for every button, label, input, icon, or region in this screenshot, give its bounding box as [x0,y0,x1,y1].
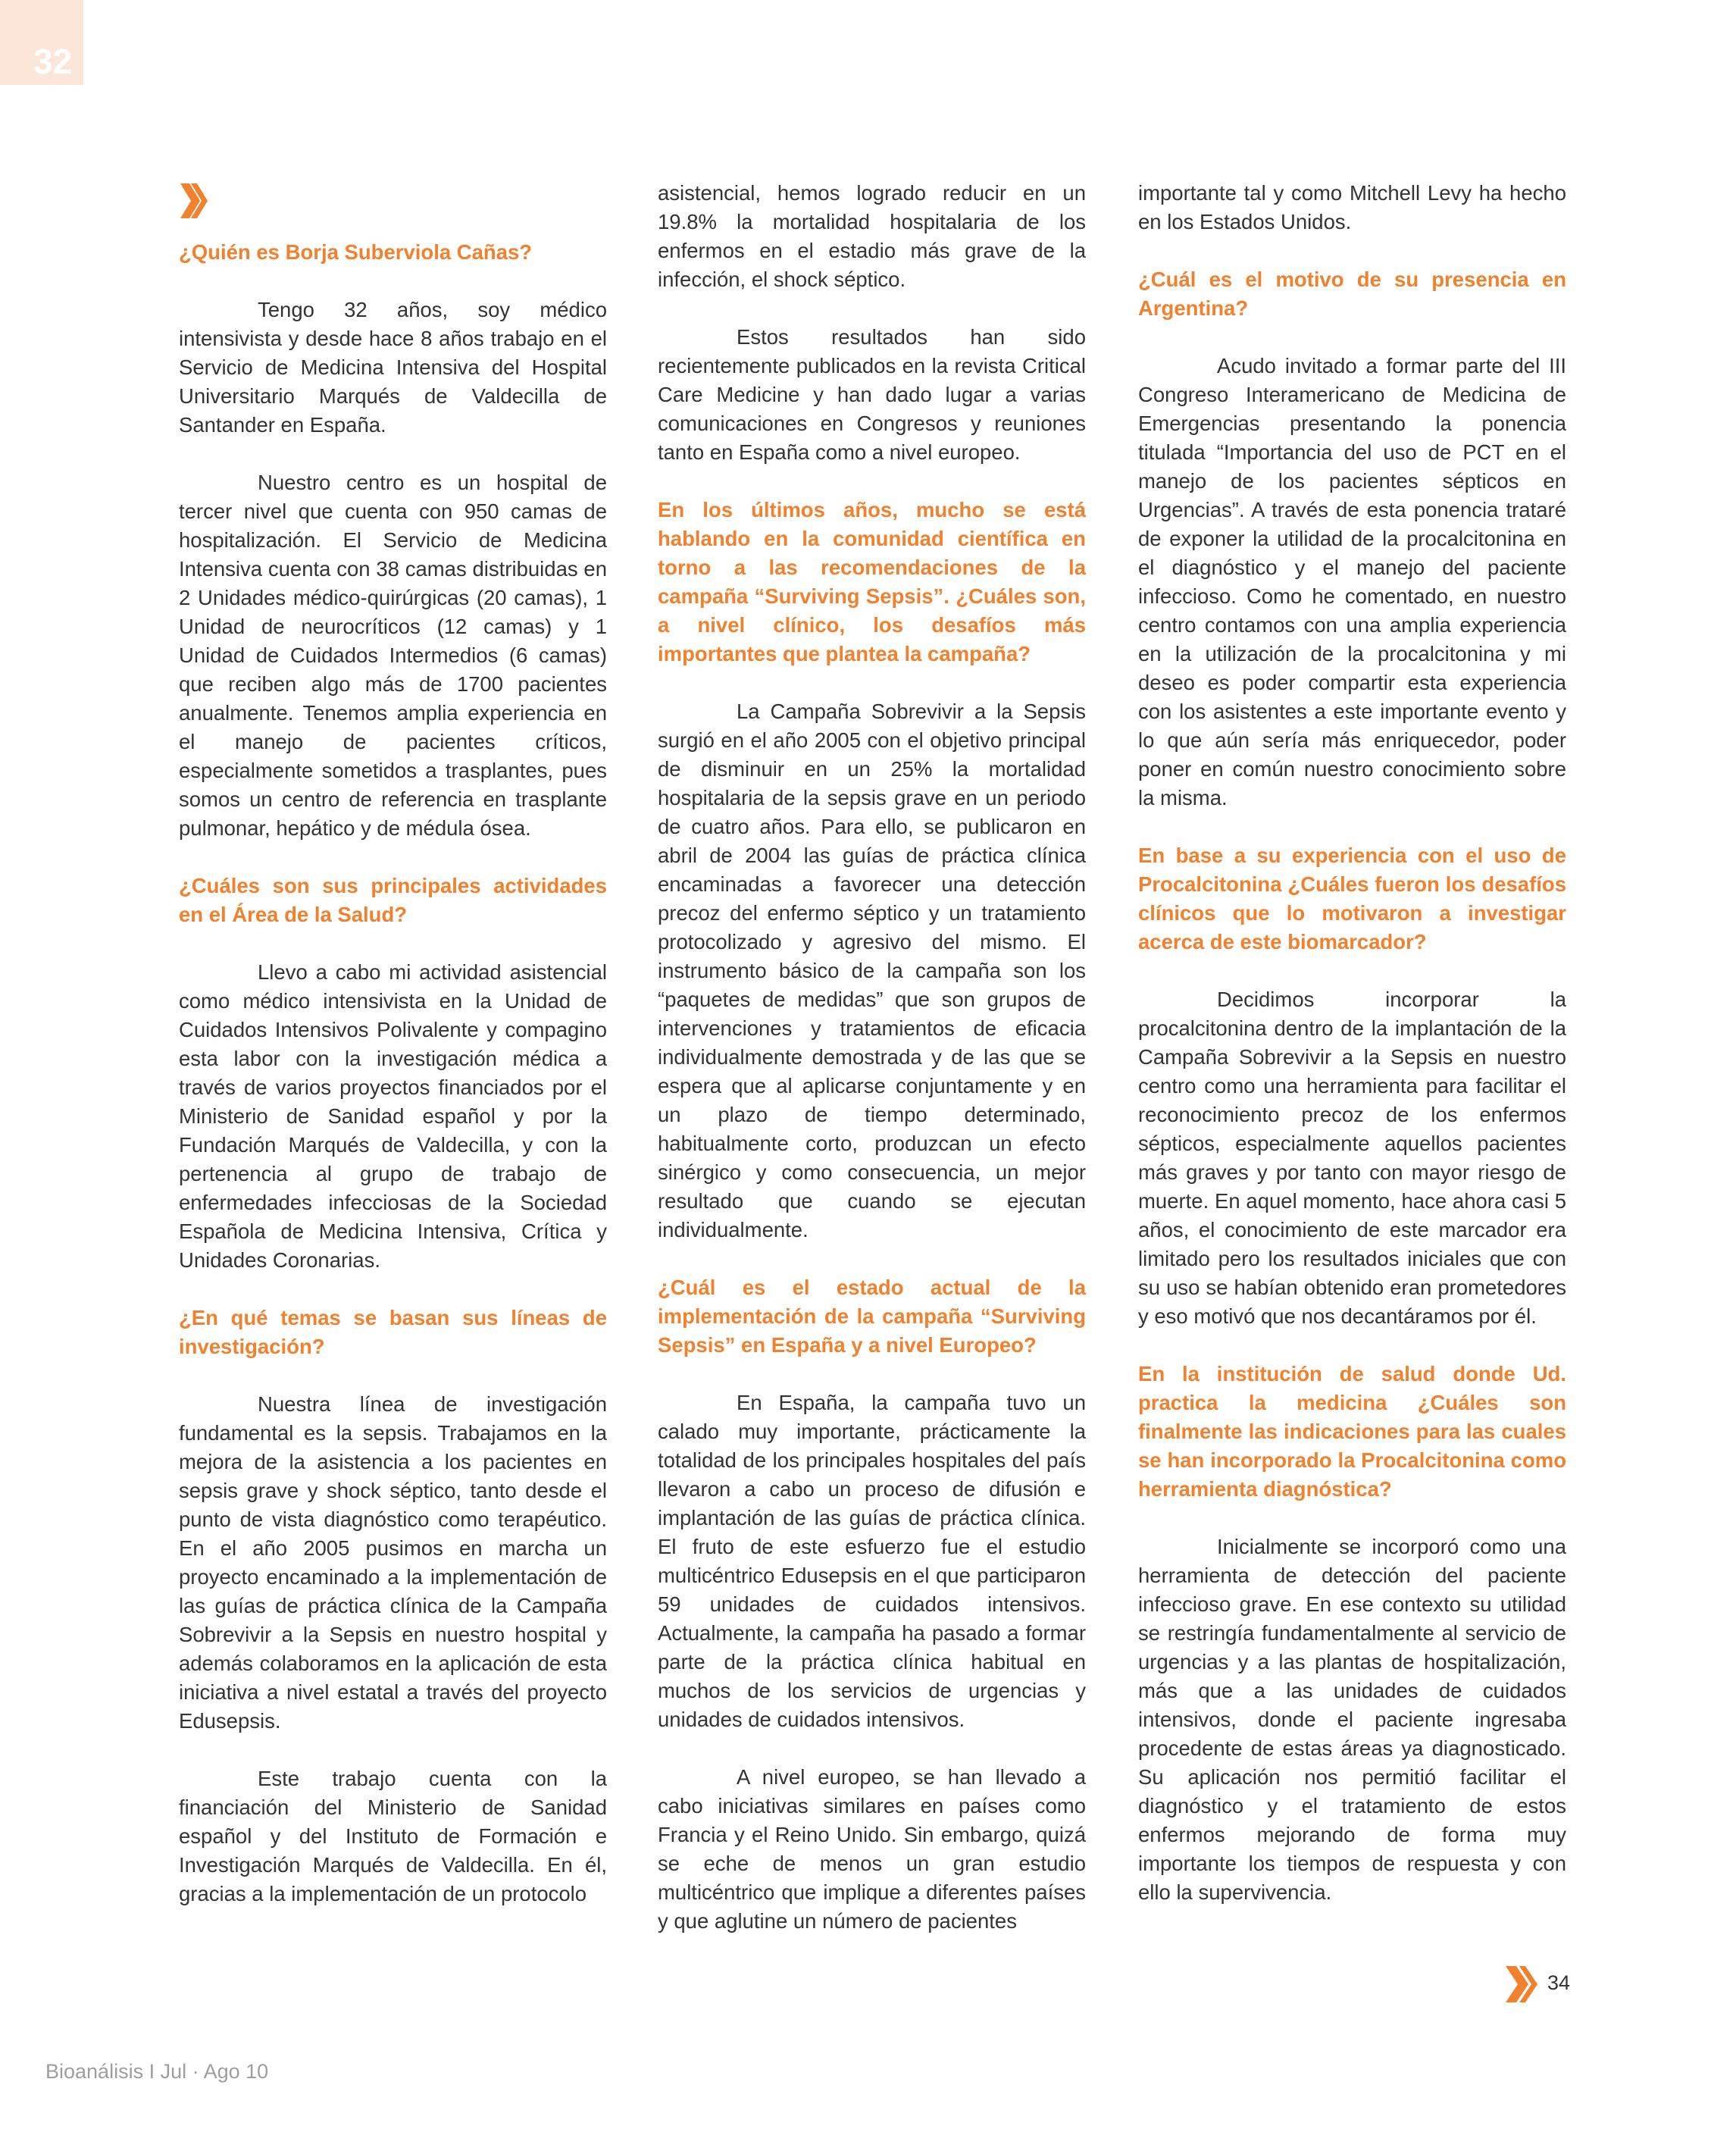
paragraph: Tengo 32 años, soy médico intensivista y desde hace 8 años trabajo en el Servicio de Medicina Intensiva del Hospital Universitario Marqués de Valdecilla de Santander en España. [179,298,607,437]
column-2 [658,179,1086,1965]
paragraph: La Campaña Sobrevivir a la Sepsis surgió en el año 2005 con el objetivo principal de disminuir en un 25% la mortalidad hospitalaria de la sepsis grave en un periodo de cuatro años. Para ello, se publicaron en abril de 2004 las guías de práctica clínica encaminadas a favorecer una detección precoz del enfermo séptico y un tratamiento protocolizado y agresivo del mismo. El instrumento básico de la campaña son los “paquetes de medidas” que son grupos de intervenciones y tratamientos de eficacia individualmente demostrada y de las que se espera que al aplicarse conjuntamente y en un plazo de tiempo determinado, habitualmente corto, produzcan un efecto sinérgico y como consecuencia, un mejor resultado que cuando se ejecutan individualmente. [658,700,1086,1241]
double-chevron-icon [1504,1965,1544,2004]
question-heading: En la institución de salud donde Ud. practica la medicina ¿Cuáles son finalmente las indicaciones para las cuales se han incorporado la Procalcitonina como herramienta diagnóstica? [1138,1362,1566,1501]
question-heading: ¿Cuál es el motivo de su presencia en Argentina? [1138,268,1566,320]
paragraph: asistencial, hemos logrado reducir en un 19.8% la mortalidad hospitalaria de los enfermos en el estadio más grave de la infección, el shock séptico. [658,181,1086,291]
paragraph: Decidimos incorporar la procalcitonina dentro de la implantación de la Campaña Sobrevivir a la Sepsis en nuestro centro como una herramienta para facilitar el reconocimiento precoz de los enfermos sépticos, especialmente aquellos pacientes más graves y por tanto con mayor riesgo de muerte. En aquel momento, hace ahora casi 5 años, el conocimiento de este marcador era limitado pero los resultados iniciales que con su uso se habían obtenido eran prometedores y eso motivó que nos decantáramos por él. [1138,988,1566,1328]
paragraph: Nuestra línea de investigación fundamental es la sepsis. Trabajamos en la mejora de la asistencia a los pacientes en sepsis grave y shock séptico, tanto desde el punto de vista diagnóstico como terapéutico. En el año 2005 pusimos en marcha un proyecto encaminado a la implementación de las guías de práctica clínica de la Campaña Sobrevivir a la Sepsis en nuestro hospital y además colaboramos en la aplicación de esta iniciativa a nivel estatal a través del proyecto Edusepsis. [179,1392,607,1733]
question-heading: ¿En qué temas se basan sus líneas de investigación? [179,1306,607,1358]
page-number-box [0,0,83,85]
paragraph: A nivel europeo, se han llevado a cabo iniciativas similares en países como Francia y el Reino Unido. Sin embargo, quizá se eche de menos un gran estudio multicéntrico que implique a diferentes países y que aglutine un número de pacientes [658,1765,1086,1933]
question-heading: ¿Cuál es el estado actual de la implementación de la campaña “Surviving Sepsis” en España y a nivel Europeo? [658,1276,1086,1357]
column-1 [179,179,607,1937]
paragraph: En España, la campaña tuvo un calado muy importante, prácticamente la totalidad de los principales hospitales del país llevaron a cabo un proceso de difusión e implantación de las guías de práctica clínica. El fruto de este esfuerzo fue el estudio multicéntrico Edusepsis en el que participaron 59 unidades de cuidados intensivos. Actualmente, la campaña ha pasado a formar parte de la práctica clínica habitual en muchos de los servicios de urgencias y unidades de cuidados intensivos. [658,1391,1086,1731]
paragraph: Llevo a cabo mi actividad asistencial como médico intensivista en la Unidad de Cuidados Intensivos Polivalente y compagino esta labor con la investigación médica a través de varios proyectos financiados por el Ministerio de Sanidad español y por la Fundación Marqués de Valdecilla, y con la pertenencia al grupo de trabajo de enfermedades infecciosas de la Sociedad Española de Medicina Intensiva, Crítica y Unidades Coronarias. [179,960,607,1272]
paragraph: Acudo invitado a formar parte del III Congreso Interamericano de Medicina de Emergencias presentando la ponencia titulada “Importancia del uso de PCT en el manejo de los pacientes sépticos en Urgencias”. A través de esta ponencia trataré de exponer la utilidad de la procalcitonina en el diagnóstico y el manejo del paciente infeccioso. Como he comentado, en nuestro centro contamos con una amplia experiencia en la utilización de la procalcitonina y mi deseo es poder compartir esta experiencia con los asistentes a este importante evento y lo que aún sería más enriquecedor, poder poner en común nuestro conocimiento sobre la misma. [1138,354,1566,809]
paragraph: Inicialmente se incorporó como una herramienta de detección del paciente infeccioso grave. En ese contexto su utilidad se restringía fundamentalmente al servicio de urgencias y a las plantas de hospitalización, más que a las unidades de cuidados intensivos, donde el paciente ingresaba procedente de estas áreas ya diagnosticado. Su aplicación nos permitió facilitar el diagnóstico y el tratamiento de estos enfermos mejorando de forma muy importante los tiempos de respuesta y con ello la supervivencia. [1138,1535,1566,1904]
question-heading: En base a su experiencia con el uso de Procalcitonina ¿Cuáles fueron los desafíos clínicos que lo motivaron a investigar acerca de este biomarcador? [1138,844,1566,953]
paragraph: Nuestro centro es un hospital de tercer nivel que cuenta con 950 camas de hospitalización. El Servicio de Medicina Intensiva cuenta con 38 camas distribuidas en 2 Unidades médico-quirúrgicas (20 camas), 1 Unidad de neurocríticos (12 camas) y 1 Unidad de Cuidados Intermedios (6 camas) que reciben algo más de 1700 pacientes anualmente. Tenemos amplia experiencia en el manejo de pacientes críticos, especialmente sometidos a trasplantes, pues somos un centro de referencia en trasplante pulmonar, hepático y de médula ósea. [179,471,607,840]
page-number: 32 [33,42,73,81]
paragraph: importante tal y como Mitchell Levy ha hecho en los Estados Unidos. [1138,181,1566,233]
folio-number: 34 [1547,1971,1571,1994]
paragraph: Este trabajo cuenta con la financiación del Ministerio de Sanidad español y del Instituto de Formación e Investigación Marqués de Valdecilla. En él, gracias a la implementación de un protocolo [179,1767,607,1905]
publication-footer: Bioanálisis I Jul · Ago 10 [45,2060,269,2083]
question-heading: ¿Quién es Borja Suberviola Cañas? [179,240,533,264]
question-heading: En los últimos años, mucho se está hablando en la comunidad científica en torno a las recomendaciones de la campaña “Surviving Sepsis”. ¿Cuáles son, a nivel clínico, los desafíos más importantes que plantea la campaña? [658,498,1086,665]
paragraph: Estos resultados han sido recientemente publicados en la revista Critical Care Medicine y han dado lugar a varias comunicaciones en Congresos y reuniones tanto en España como a nivel europeo. [658,325,1086,464]
column-3 [1138,179,1566,1936]
question-heading: ¿Cuáles son sus principales actividades en el Área de la Salud? [179,874,607,926]
